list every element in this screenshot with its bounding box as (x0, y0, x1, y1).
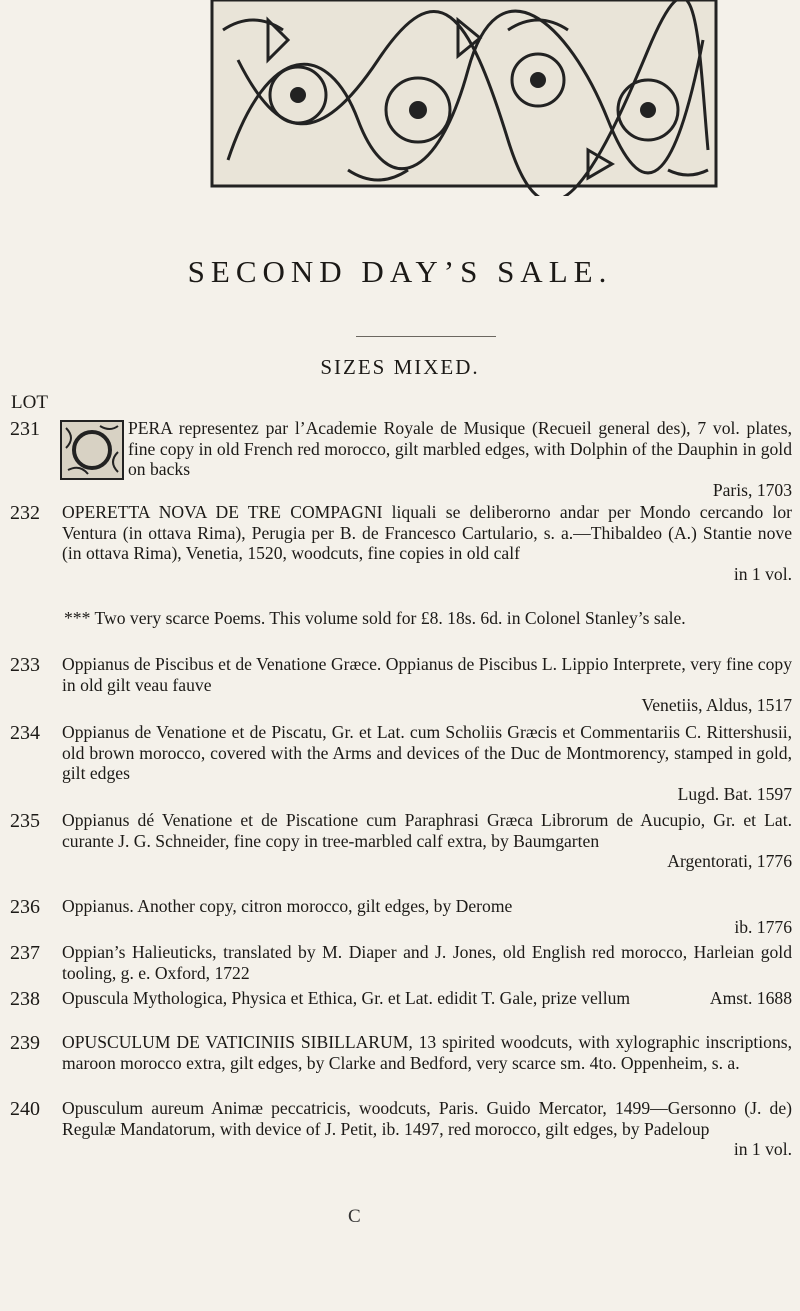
lot-number: 238 (10, 988, 40, 1010)
ornamental-initial-o-icon (60, 420, 124, 480)
lot-note: Two very scarce Poems. This volume sold for £8. 18s. 6d. in Colonel Stanley’s sale. (94, 608, 686, 628)
section-heading: SIZES MIXED. (320, 355, 480, 379)
lot-number: 232 (10, 502, 40, 524)
lot-number: 237 (10, 942, 40, 964)
lot-description: Oppianus de Piscibus et de Venatione Græce. Oppianus de Piscibus L. Lippio Interprete, very fine copy in old gilt veau fauve (62, 654, 792, 695)
lot-description: Oppianus. Another copy, citron morocco, gilt edges, by Derome (62, 896, 513, 916)
lot-number: 239 (10, 1032, 40, 1054)
lot-number: 231 (10, 418, 40, 440)
lot-imprint: ib. 1776 (734, 916, 792, 937)
asterism: *** (64, 608, 95, 628)
lot-description: OPERETTA NOVA DE TRE COMPAGNI liquali se deliberorno andar per Mondo cercando lor Ventura (in ottava Rima), Perugia per B. de Francesco Cartulario, s. a.—Thibaldeo (A.) Stantie nove (in ottava Rima), Venetia, 1520, woodcuts, fine copies in old calf (62, 502, 792, 564)
lot-number: 240 (10, 1098, 40, 1120)
lot-description: OPUSCULUM DE VATICINIIS SIBILLARUM, 13 spirited woodcuts, with xylographic inscriptions, maroon morocco extra, gilt edges, by Clarke and Bedford, very scarce sm. 4to. Oppenheim, s. a. (62, 1032, 792, 1073)
lot-number: 235 (10, 810, 40, 832)
lot-imprint: Paris, 1703 (712, 479, 792, 500)
lot-imprint: in 1 vol. (733, 1139, 792, 1160)
lot-number: 236 (10, 896, 40, 918)
lot-imprint: Argentorati, 1776 (667, 851, 792, 872)
lot-description: Opuscula Mythologica, Physica et Ethica, Gr. et Lat. edidit T. Gale, prize vellum (62, 988, 631, 1008)
page-title: SECOND DAY’S SALE. (187, 254, 613, 289)
lot-description: Oppian’s Halieuticks, translated by M. Diaper and J. Jones, old English red morocco, Harleian gold tooling, g. e. Oxford, 1722 (62, 942, 792, 983)
lot-imprint: Venetiis, Aldus, 1517 (641, 695, 792, 716)
lot-imprint: Amst. 1688 (709, 988, 792, 1008)
lot-number: 233 (10, 654, 40, 676)
lot-imprint: Lugd. Bat. 1597 (677, 783, 792, 804)
signature-mark: C (348, 1206, 361, 1227)
lot-description: Oppianus dé Venatione et de Piscatione cum Paraphrasi Græca Librorum de Aucupio, Gr. et Lat. curante J. G. Schneider, fine copy in tree-marbled calf extra, by Baumgarten (62, 810, 792, 851)
lot-imprint: in 1 vol. (733, 563, 792, 584)
decorative-floral-banner (208, 0, 720, 196)
lot-number: 234 (10, 722, 40, 744)
lot-column-label: LOT (11, 392, 48, 413)
lot-description: Oppianus de Venatione et de Piscatu, Gr. et Lat. cum Scholiis Græcis et Commentariis C. Rittershusii, old brown morocco, covered with the Arms and devices of the Duc de Montmorency, stamped in gold, gilt edges (62, 722, 792, 784)
divider (356, 336, 496, 337)
lot-description: Opusculum aureum Animæ peccatricis, woodcuts, Paris. Guido Mercator, 1499—Gersonno (J. de) Regulæ Mandatorum, with device of J. Petit, ib. 1497, red morocco, gilt edges, by Padeloup (62, 1098, 792, 1139)
lot-description: PERA representez par l’Academie Royale de Musique (Recueil general des), 7 vol. plates, fine copy in old French red morocco, gilt marbled edges, with Dolphin of the Dauphin in gold on backs (128, 418, 792, 480)
